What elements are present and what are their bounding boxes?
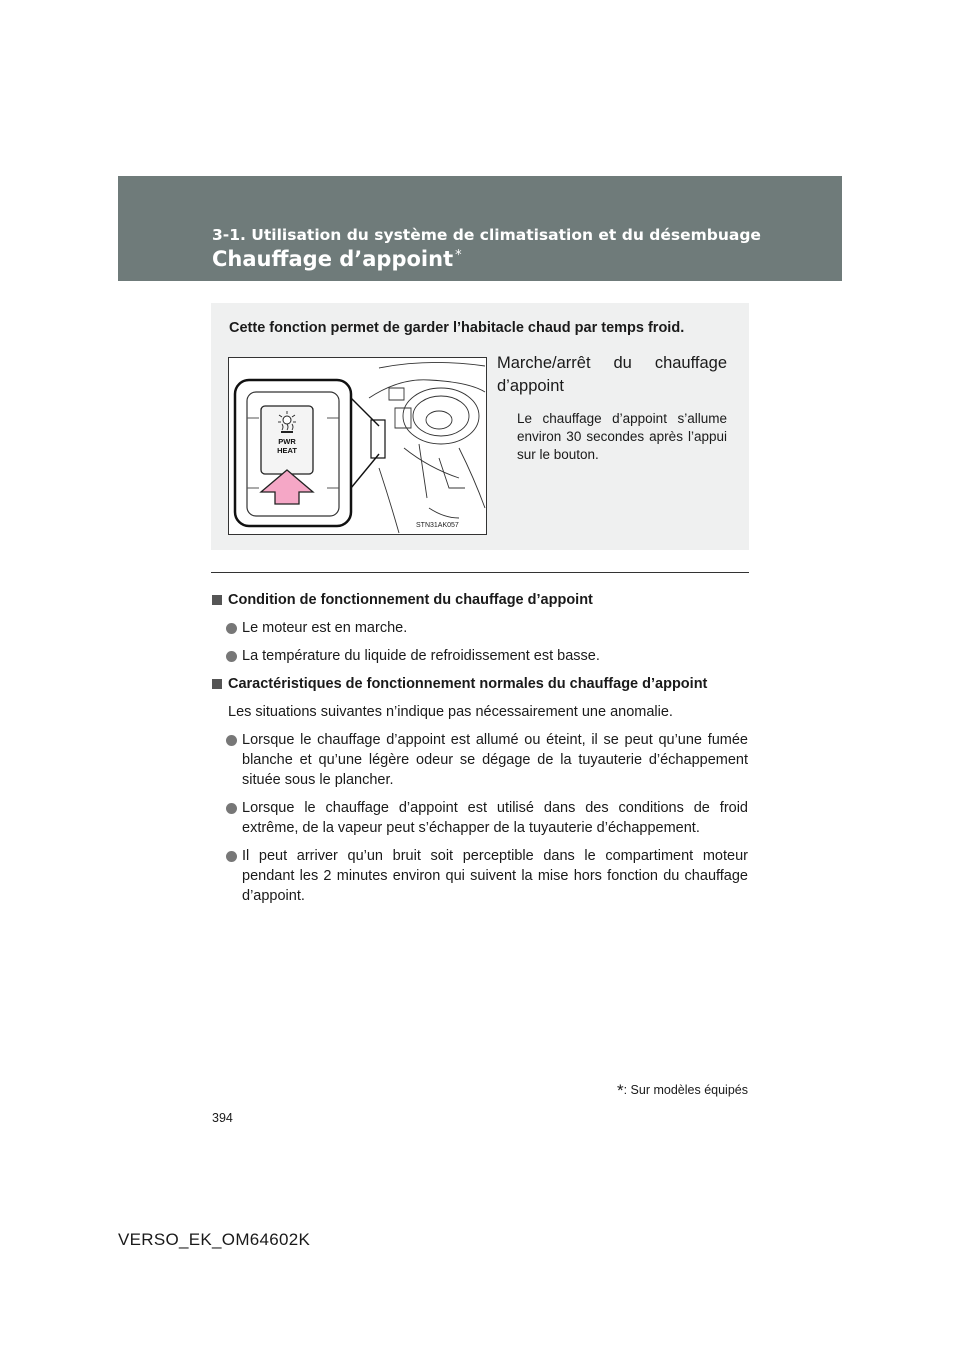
section-heading-text: Condition de fonctionnement du chauffage d’appoint — [228, 592, 593, 608]
illustration — [228, 357, 487, 535]
title-asterisk: * — [455, 248, 462, 263]
square-bullet-icon — [212, 679, 222, 689]
desc-body: Le chauffage d’appoint s’allume environ 30 secondes après l’appui sur le bouton. — [517, 411, 727, 462]
section-heading — [212, 590, 748, 610]
round-bullet-icon — [226, 623, 237, 634]
document-code: VERSO_EK_OM64602K — [118, 1230, 311, 1249]
intro-text: Cette fonction permet de garder l’habitacle chaud par temps froid. — [229, 320, 685, 336]
button-label-heat: HEAT — [277, 446, 297, 455]
dashboard-illustration — [229, 358, 486, 534]
list-item-text: Il peut arriver qu’un bruit soit perceptible dans le compartiment moteur pendant les 2 minutes environ qui suivent la mise hors fonction du chauffage d’appoint. — [242, 848, 748, 904]
page-title — [212, 247, 462, 271]
divider — [211, 572, 749, 573]
section-heading — [212, 674, 748, 694]
figure-code: STN31AK057 — [416, 522, 459, 529]
page-number: 394 — [212, 1111, 233, 1125]
asterisk-icon: * — [616, 1081, 624, 1100]
square-bullet-icon — [212, 595, 222, 605]
round-bullet-icon — [226, 803, 237, 814]
list-item — [212, 646, 748, 666]
round-bullet-icon — [226, 651, 237, 662]
list-item-text: Lorsque le chauffage d’appoint est allumé ou éteint, il se peut qu’une fumée blanche et qu’une légère odeur se dégage de la tuyauterie d’échappement située sous le plancher. — [242, 732, 748, 788]
list-item-text: Le moteur est en marche. — [242, 620, 408, 636]
page-title-text: Chauffage d’appoint — [212, 247, 454, 271]
list-item — [212, 618, 748, 638]
list-item — [212, 846, 748, 906]
button-label-pwr: PWR — [278, 437, 296, 446]
section-heading-text: Caractéristiques de fonctionnement normales du chauffage d’appoint — [228, 676, 708, 692]
content — [212, 590, 748, 914]
section-paragraph: Les situations suivantes n’indique pas nécessairement une anomalie. — [228, 704, 673, 720]
footnote — [617, 1081, 748, 1101]
list-item-text: Lorsque le chauffage d’appoint est utilisé dans des conditions de froid extrême, de la vapeur peut s’échapper de la tuyauterie d’échappement. — [242, 800, 748, 836]
desc-title: Marche/arrêt du chauffage d’appoint — [497, 354, 727, 395]
section-label: 3-1. Utilisation du système de climatisation et du désembuage — [212, 226, 761, 244]
round-bullet-icon — [226, 851, 237, 862]
footnote-text: : Sur modèles équipés — [623, 1083, 748, 1097]
round-bullet-icon — [226, 735, 237, 746]
list-item — [212, 798, 748, 838]
list-item-text: La température du liquide de refroidissement est basse. — [242, 648, 600, 664]
list-item — [212, 730, 748, 790]
